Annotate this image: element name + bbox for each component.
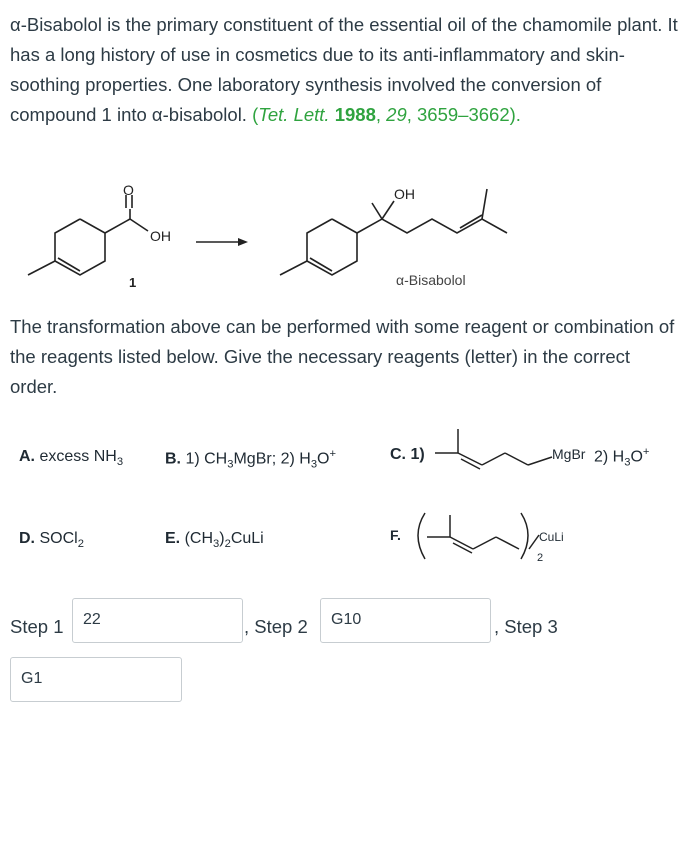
step1-value: 22 — [83, 611, 101, 628]
option-e-letter: E. — [165, 530, 181, 547]
option-f-culi — [539, 530, 564, 544]
step1-input[interactable] — [72, 598, 243, 643]
option-d: D. SOCl$_2$ — [19, 530, 84, 551]
option-a-text: excess NH — [39, 448, 117, 465]
option-b-text: 1) CH — [185, 450, 228, 468]
ref-volume: 29 — [386, 104, 407, 125]
option-a-letter: A. — [19, 448, 35, 465]
option-c-step2: 2) $H_3O^+$ — [594, 446, 650, 469]
option-f-letter-wrap — [390, 527, 401, 543]
option-d-letter: D. — [19, 530, 35, 547]
step1-label: Step 1 — [10, 616, 64, 637]
option-b-letter: B. — [165, 450, 181, 468]
step3-value: G1 — [21, 670, 43, 687]
option-f-subscript — [537, 552, 543, 564]
reference: (Tet. Lett. 1988, 29, 3659–3662). — [252, 104, 521, 125]
bisabolol-oh-label: OH — [394, 186, 415, 202]
intro-paragraph — [10, 10, 680, 130]
option-c-mgbr — [552, 446, 585, 462]
compound-1-label: 1 — [129, 275, 137, 290]
option-e: E. $(CH_3)_2CuLi$ — [165, 530, 264, 551]
carbonyl-o-label: O — [123, 182, 134, 198]
step2-value: G10 — [331, 611, 362, 628]
ref-year: 1988 — [334, 104, 376, 125]
option-c-structure — [430, 425, 555, 475]
step3-label: , Step 3 — [494, 616, 558, 637]
option-c-step2-text: 2) H — [594, 448, 625, 466]
option-f-sub-text: 2 — [537, 552, 544, 564]
intro-text: α-Bisabolol is the primary constituent of the essential oil of the chamomile plant. It has a long history of use in cosmetics due to its anti-inflammatory and skin-soothing properties. One laboratory synthesis involved the conversion of compound 1 into α-bisabolol. — [10, 14, 678, 125]
option-c-letter: C. 1) — [390, 446, 425, 463]
option-c-letter-wrap — [390, 446, 425, 464]
reaction-arrow — [196, 238, 248, 246]
option-c-mg-text: MgBr — [552, 446, 586, 462]
option-d-text: SOCl — [39, 530, 78, 547]
compound-1-structure — [28, 195, 148, 275]
ref-pages: 3659–3662 — [417, 104, 510, 125]
step2-input[interactable] — [320, 598, 491, 643]
reaction-scheme — [0, 175, 693, 295]
option-e-text: (CH — [184, 530, 214, 547]
bisabolol-label: α-Bisabolol — [396, 272, 466, 288]
option-b: B. 1) $CH_3MgBr$; 2) $H_3O^+$ — [165, 448, 337, 471]
option-f-letter: F. — [390, 527, 401, 543]
step2-label: , Step 2 — [244, 616, 308, 637]
step3-input[interactable] — [10, 657, 182, 702]
option-f-cu-text: CuLi — [539, 530, 564, 544]
question-paragraph: The transformation above can be performed with some reagent or combination of the reagents listed below. Give the necessary reagents (letter) in the correct order. — [10, 316, 675, 397]
ref-journal: Tet. Lett. — [258, 104, 330, 125]
option-a: A. excess $NH_3$ — [19, 448, 124, 469]
compound-1-oh-label: OH — [150, 228, 171, 244]
